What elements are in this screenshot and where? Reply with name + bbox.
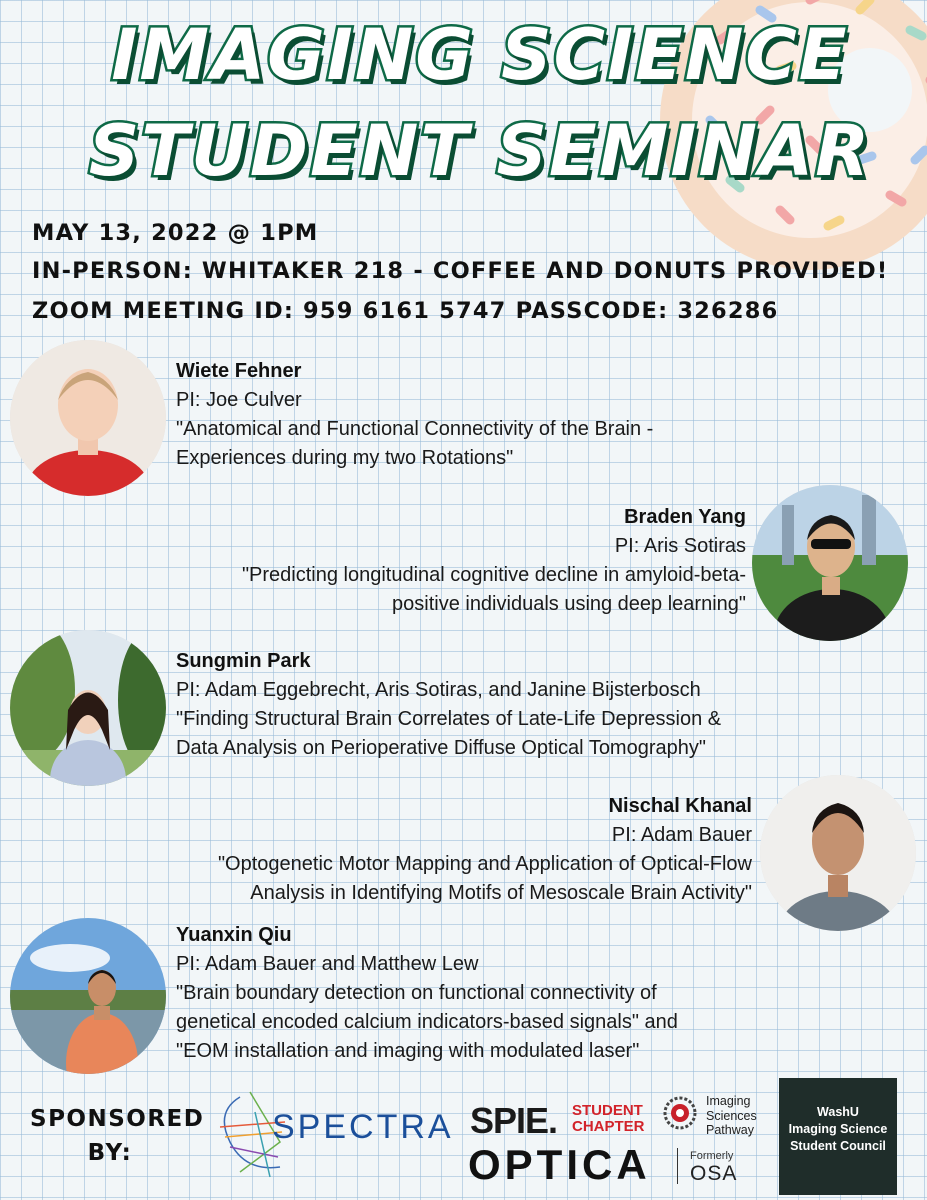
talk-title-line: "Finding Structural Brain Correlates of Late-Life Depression &: [176, 708, 722, 730]
title-line-1: IMAGING SCIENCE: [111, 14, 849, 96]
speaker-1-info: [176, 357, 653, 473]
speaker-pi: PI: Adam Eggebrecht, Aris Sotiras, and Janine Bijsterbosch: [176, 679, 701, 701]
spie-chapter-line: STUDENT: [572, 1102, 643, 1119]
speaker-3-info: [176, 647, 721, 763]
imaging-sciences-pathway-text: [706, 1094, 757, 1138]
council-line: WashU: [817, 1105, 859, 1119]
avatar-sungmin-park: [10, 630, 166, 786]
spie-chapter-line: CHAPTER: [572, 1118, 645, 1135]
talk-title-line: Analysis in Identifying Motifs of Mesoscale Brain Activity": [250, 882, 752, 904]
event-date: MAY 13, 2022 @ 1PM: [32, 220, 319, 246]
isp-line: Pathway: [706, 1123, 754, 1137]
talk-title-line: "Predicting longitudinal cognitive decline in amyloid-beta-: [241, 564, 746, 586]
talk-title-line: "Anatomical and Functional Connectivity of the Brain -: [176, 418, 654, 440]
speaker-4-info: [218, 792, 752, 908]
speaker-pi: PI: Joe Culver: [176, 389, 302, 411]
speaker-name: Sungmin Park: [176, 650, 311, 672]
title-line-2: STUDENT SEMINAR: [88, 110, 872, 192]
spie-logo-text: SPIE.: [470, 1100, 558, 1141]
talk-title-line: genetical encoded calcium indicators-based signals" and: [176, 1011, 678, 1033]
avatar-nischal-khanal: [760, 775, 916, 931]
speaker-name: Wiete Fehner: [176, 360, 302, 382]
avatar-braden-yang: [752, 485, 908, 641]
isp-line: Imaging: [706, 1094, 751, 1108]
council-line: Student Council: [790, 1139, 886, 1153]
speaker-name: Nischal Khanal: [608, 795, 752, 817]
speaker-5-info: [176, 921, 678, 1066]
avatar-wiete-fehner: [10, 340, 166, 496]
optica-divider: [677, 1148, 678, 1184]
talk-title-line: Data Analysis on Perioperative Diffuse Optical Tomography": [176, 737, 706, 759]
spie-student-chapter: [572, 1103, 645, 1135]
talk-title-line: "EOM installation and imaging with modulated laser": [176, 1040, 640, 1062]
speaker-pi: PI: Adam Bauer: [611, 824, 752, 846]
avatar-yuanxin-qiu: [10, 918, 166, 1074]
speaker-name: Yuanxin Qiu: [176, 924, 292, 946]
imaging-sciences-pathway-icon: [663, 1096, 697, 1130]
optica-logo-text: OPTICA: [468, 1141, 651, 1188]
talk-title-line: positive individuals using deep learning": [392, 593, 746, 615]
talk-title-line: "Optogenetic Motor Mapping and Application of Optical-Flow: [217, 853, 752, 875]
speaker-pi: PI: Adam Bauer and Matthew Lew: [176, 953, 479, 975]
sponsored-by-label: [30, 1102, 205, 1170]
sponsored-by-text: SPONSORED BY:: [30, 1106, 205, 1166]
speaker-pi: PI: Aris Sotiras: [614, 535, 746, 557]
formerly-label: Formerly: [690, 1150, 734, 1162]
isp-line: Sciences: [706, 1108, 757, 1123]
council-line: Imaging Science: [788, 1122, 888, 1136]
talk-title-line: Experiences during my two Rotations": [176, 447, 514, 469]
speaker-name: Braden Yang: [624, 506, 746, 528]
washu-council-logo: [779, 1078, 897, 1195]
spectra-logo-text: SPECTRA: [272, 1108, 454, 1146]
zoom-info: ZOOM MEETING ID: 959 6161 5747 PASSCODE: 326286: [32, 298, 779, 324]
event-location: IN-PERSON: WHITAKER 218 - COFFEE AND DONUTS PROVIDED!: [32, 258, 889, 284]
speaker-2-info: [242, 503, 746, 619]
osa-label: OSA: [690, 1162, 738, 1185]
talk-title-line: "Brain boundary detection on functional connectivity of: [176, 982, 657, 1004]
